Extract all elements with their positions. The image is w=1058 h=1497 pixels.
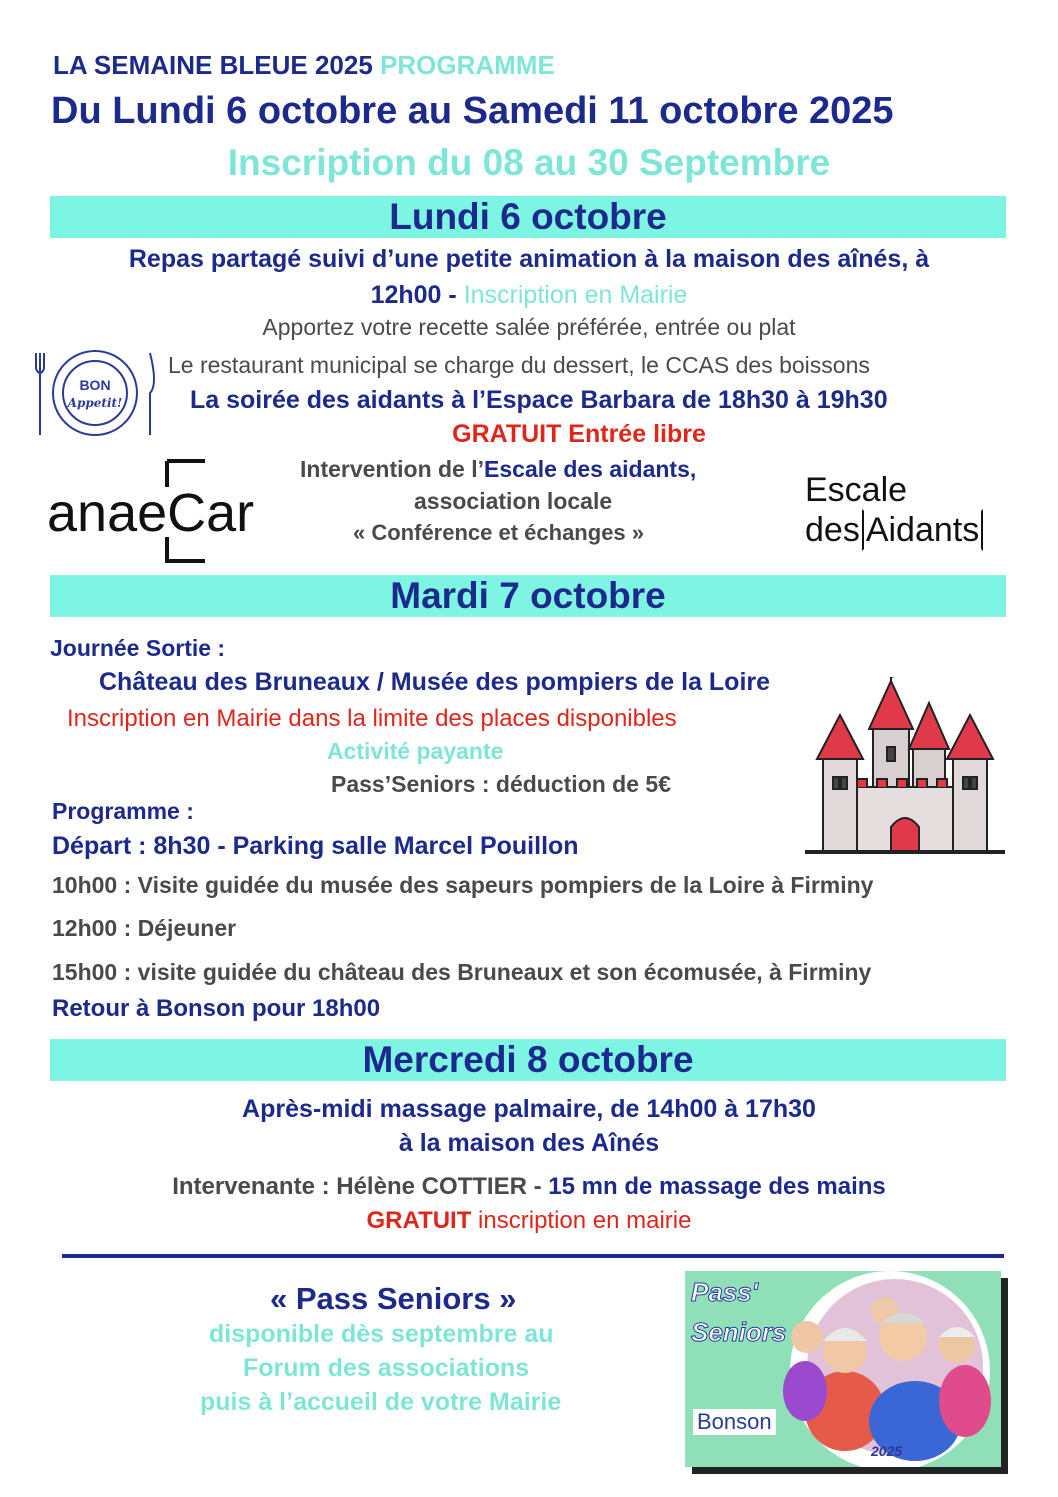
escale-aidants: Aidants [862, 509, 983, 551]
pass-line2: Forum des associations [243, 1354, 530, 1382]
header-registration: Inscription du 08 au 30 Septembre [227, 142, 831, 183]
free-entry: GRATUIT Entrée libre [452, 420, 706, 448]
conference-line: « Conférence et échanges » [353, 520, 645, 545]
wednesday-duration: 15 mn de massage des mains [548, 1173, 886, 1200]
pass-seniors-card [685, 1271, 1001, 1467]
monday-meal-line2 [0, 281, 1058, 310]
tuesday-registration: Inscription en Mairie dans la limite des places disponibles [67, 705, 677, 732]
wednesday-speaker-line [0, 1173, 1058, 1201]
title-part2: PROGRAMME [380, 50, 555, 80]
card-title2: Seniors [691, 1317, 787, 1347]
escale-logo [805, 470, 983, 550]
wednesday-free-word: GRATUIT [366, 1207, 472, 1234]
appetit-text: Appetit! [67, 396, 123, 410]
intervention-org: Escale des aidants, [484, 456, 697, 482]
evening-event: La soirée des aidants à l’Espace Barbara de 18h30 à 19h30 [190, 386, 888, 414]
meal-registration: Inscription en Mairie [463, 281, 688, 309]
castle-icon [805, 677, 1005, 857]
intervention-prefix: Intervention de l’ [300, 456, 485, 482]
header-dates: Du Lundi 6 octobre au Samedi 11 octobre 2025 [51, 90, 894, 132]
bring-recipe: Apportez votre recette salée préférée, entrée ou plat [262, 314, 796, 340]
schedule-item: 10h00 : Visite guidée du musée des sapeurs pompiers de la Loire à Firminy [52, 872, 874, 898]
tuesday-paid: Activité payante [327, 738, 504, 764]
intervention-line [300, 456, 696, 483]
wednesday-activity: Après-midi massage palmaire, de 14h00 à 17h30 [242, 1095, 816, 1123]
card-year: 2025 [871, 1443, 903, 1459]
tuesday-pass: Pass’Seniors : déduction de 5€ [331, 771, 671, 797]
tuesday-heading: Mardi 7 octobre [50, 575, 1006, 617]
title-part1: LA SEMAINE BLEUE 2025 [53, 50, 373, 80]
tuesday-return: Retour à Bonson pour 18h00 [52, 995, 381, 1022]
wednesday-heading: Mercredi 8 octobre [50, 1039, 1006, 1081]
tuesday-departure: Départ : 8h30 - Parking salle Marcel Pouillon [52, 832, 579, 860]
wednesday-location: à la maison des Aînés [398, 1129, 660, 1157]
separator-line [62, 1254, 1004, 1258]
anaecar-logo [45, 457, 260, 567]
bon-text: BON [79, 377, 111, 393]
anaecar-text: anaeCar [47, 483, 255, 543]
header-title [53, 50, 555, 81]
escale-line1: Escale [805, 471, 908, 509]
meal-sep: - [441, 281, 464, 309]
monday-meal-line1: Repas partagé suivi d’une petite animation à la maison des aînés, à [128, 245, 930, 273]
wednesday-free-rest: inscription en mairie [471, 1207, 692, 1234]
dessert-note: Le restaurant municipal se charge du dessert, le CCAS des boissons [168, 352, 870, 378]
tuesday-destination: Château des Bruneaux / Musée des pompiers de la Loire [99, 668, 771, 696]
tuesday-outing: Journée Sortie : [50, 635, 226, 661]
pass-seniors-title: « Pass Seniors » [270, 1281, 517, 1316]
meal-time: 12h00 [370, 281, 442, 309]
wednesday-speaker: Intervenante : Hélène COTTIER - [172, 1173, 549, 1200]
wednesday-free-line [0, 1207, 1058, 1235]
card-title1: Pass' [691, 1277, 758, 1307]
schedule-item: 15h00 : visite guidée du château des Bruneaux et son écomusée, à Firminy [52, 959, 872, 985]
tuesday-program-label: Programme : [52, 798, 194, 824]
association-line: association locale [414, 488, 613, 514]
pass-line3: puis à l’accueil de votre Mairie [200, 1388, 562, 1416]
pass-line1: disponible dès septembre au [209, 1320, 554, 1348]
escale-des: des [805, 511, 860, 549]
escale-line2 [805, 510, 983, 550]
schedule-item: 12h00 : Déjeuner [52, 915, 237, 941]
monday-heading: Lundi 6 octobre [50, 196, 1006, 238]
card-brand: Bonson [693, 1409, 776, 1435]
